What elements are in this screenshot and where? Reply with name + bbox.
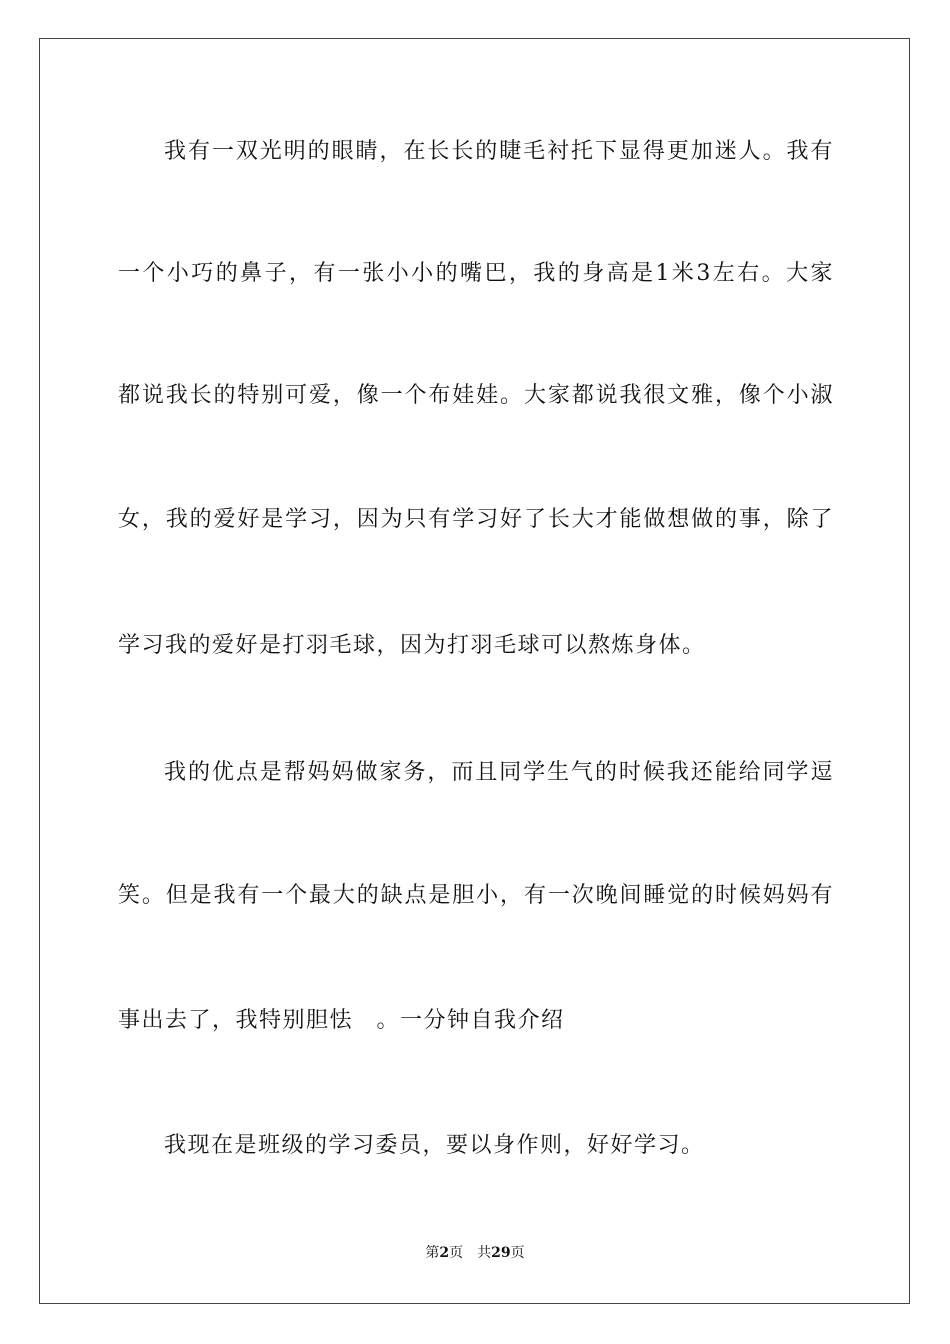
- paragraph-2-line-3: 事出去了，我特别胆怯 。一分钟自我介绍: [118, 1008, 565, 1033]
- paragraph-1-line-5: 学习我的爱好是打羽毛球，因为打羽毛球可以熬炼身体。: [118, 633, 706, 658]
- footer-total-prefix: 共: [477, 1245, 492, 1261]
- footer-total-pages: 29: [491, 1245, 511, 1261]
- footer-page-prefix: 第: [425, 1245, 440, 1261]
- paragraph-1-line-4: 女，我的爱好是学习，因为只有学习好了长大才能做想做的事，除了: [118, 507, 834, 532]
- footer-total-suffix: 页: [510, 1245, 525, 1261]
- paragraph-1-line-2: 一个小巧的鼻子，有一张小小的嘴巴，我的身高是1米3左右。大家: [118, 261, 834, 286]
- footer-page-number: 2: [439, 1245, 450, 1261]
- paragraph-3-line-1: 我现在是班级的学习委员，要以身作则，好好学习。: [164, 1133, 705, 1158]
- paragraph-1-line-3: 都说我长的特别可爱，像一个布娃娃。大家都说我很文雅，像个小淑: [118, 383, 834, 408]
- paragraph-1-line-1: 我有一双光明的眼睛，在长长的睫毛衬托下显得更加迷人。我有: [164, 139, 834, 164]
- footer-page-suffix: 页: [449, 1245, 464, 1261]
- page-border: [39, 38, 910, 1304]
- paragraph-2-line-2: 笑。但是我有一个最大的缺点是胆小，有一次晚间睡觉的时候妈妈有: [118, 883, 834, 908]
- page-footer: [0, 1244, 950, 1262]
- paragraph-2-line-1: 我的优点是帮妈妈做家务，而且同学生气的时候我还能给同学逗: [164, 760, 834, 785]
